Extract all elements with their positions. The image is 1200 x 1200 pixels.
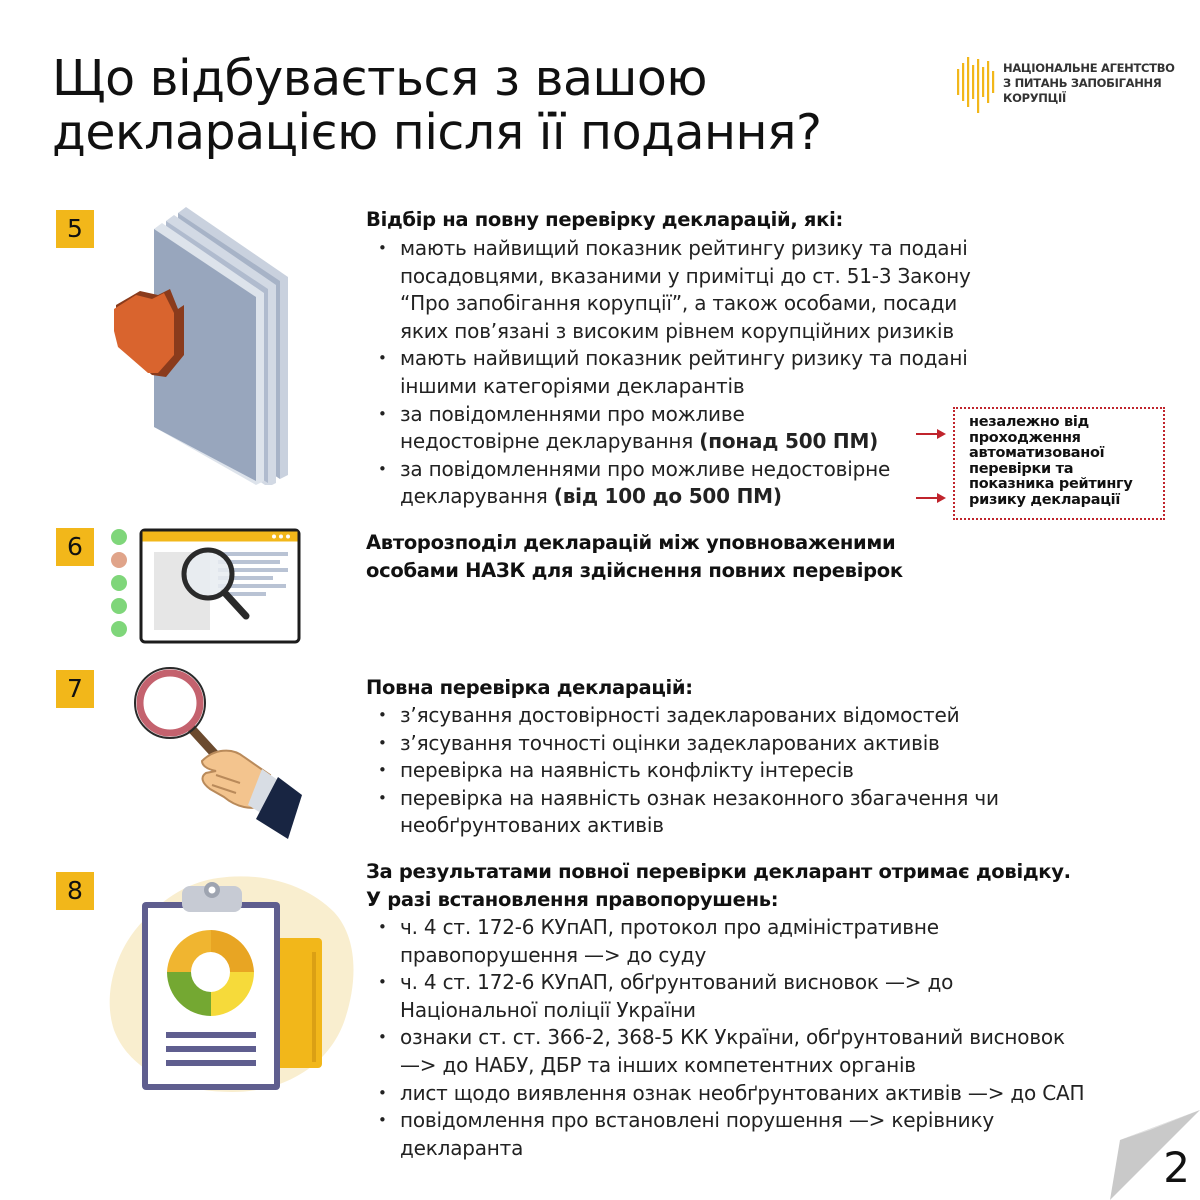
- note-line: проходження: [969, 429, 1081, 446]
- bullet-line: • лист щодо виявлення ознак необґрунтованих активів —> до САП: [400, 1080, 1085, 1105]
- note-line: автоматизованої: [969, 445, 1105, 461]
- logo-line-3: КОРУПЦІЇ: [1003, 91, 1066, 105]
- bullet-line: —> до НАБУ, ДБР та інших компетентних органів: [400, 1052, 916, 1077]
- list-item: [378, 969, 1084, 1024]
- list-item: [378, 345, 971, 400]
- bullet-line: іншими категоріями декларантів: [400, 373, 745, 398]
- list-item: [378, 914, 1084, 969]
- step-8-heading-line: У разі встановлення правопорушень:: [366, 888, 779, 911]
- bullet-bold-text: (від 100 до 500 ПМ): [553, 484, 782, 509]
- step-5-bullet-list: [378, 235, 971, 511]
- arrow-right-icon: [915, 491, 947, 505]
- page-title: [52, 52, 952, 160]
- list-item: [378, 702, 999, 730]
- step-7-bullet-list: [378, 702, 999, 840]
- list-item: [378, 235, 971, 345]
- bullet-line: • повідомлення про встановлені порушення —> керівнику: [400, 1108, 994, 1133]
- note-line: незалежно від: [969, 414, 1089, 430]
- bullet-line: • з’ясування достовірності задекларованих відомостей: [400, 703, 960, 727]
- hand-magnifier-icon: [132, 665, 304, 841]
- list-item: [378, 1107, 1084, 1162]
- bullet-line: • перевірка на наявність ознак незаконного збагачення чи: [400, 785, 999, 810]
- bullet-line: “Про запобігання корупції”, а також особами, посади: [400, 291, 958, 316]
- nazk-emblem-icon: [955, 55, 999, 115]
- step-5-heading-line: Відбір на повну перевірку декларацій, які:: [366, 208, 843, 231]
- step-8-heading-line: За результатами повної перевірки декларант отримає довідку.: [366, 860, 1071, 883]
- list-item: [378, 1024, 1084, 1079]
- logo-text: [1003, 61, 1175, 106]
- arrow-right-icon: [915, 427, 947, 441]
- title-line-1: Що відбувається з вашою: [52, 50, 708, 107]
- note-line: ризику декларації: [969, 491, 1121, 508]
- list-item: [378, 1080, 1084, 1108]
- bullet-line: • мають найвищий показник рейтингу ризику та подані: [400, 236, 968, 260]
- bullet-line: • ч. 4 ст. 172-6 КУпАП, обґрунтований висновок —> до: [400, 970, 954, 995]
- step-8-number: 8: [56, 872, 94, 910]
- bullet-line: • перевірка на наявність конфлікту інтересів: [400, 758, 854, 783]
- step-6-number: 6: [56, 528, 94, 566]
- clipboard-chart-icon: [108, 872, 356, 1094]
- bullet-line: необґрунтованих активів: [400, 813, 664, 838]
- list-item: [378, 730, 999, 758]
- bullet-line: декларанта: [400, 1135, 524, 1160]
- logo-line-1: НАЦІОНАЛЬНЕ АГЕНТСТВО: [1003, 61, 1175, 75]
- bullet-text: декларування: [400, 484, 554, 509]
- step-8-bullet-list: [378, 914, 1084, 1162]
- step-7-heading: [366, 674, 693, 702]
- step-8-heading: [366, 858, 1071, 914]
- list-item: [378, 456, 971, 511]
- bullet-line: • з’ясування точності оцінки задекларованих активів: [400, 730, 940, 755]
- title-line-2: декларацією після її подання?: [52, 104, 822, 161]
- note-line: показника рейтингу: [969, 476, 1133, 492]
- step-7-heading-line: Повна перевірка декларацій:: [366, 676, 693, 699]
- step-5-heading: [366, 206, 843, 234]
- browser-magnifier-icon: [108, 528, 304, 646]
- bullet-line: посадовцями, вказаними у примітці до ст. 51-3 Закону: [400, 263, 971, 288]
- list-item: [378, 785, 999, 840]
- bullet-line: [400, 428, 971, 456]
- page-number: 2: [1163, 1143, 1190, 1192]
- bullet-line: • за повідомленнями про можливе недостовірне: [400, 456, 891, 481]
- logo-line-2: З ПИТАНЬ ЗАПОБІГАННЯ: [1003, 76, 1162, 90]
- step-6-heading: [366, 529, 903, 585]
- list-item: [378, 401, 971, 456]
- note-box: [953, 407, 1165, 520]
- step-6-heading-line: Авторозподіл декларацій між уповноваженими: [366, 531, 896, 554]
- step-5-number: 5: [56, 210, 94, 248]
- nazk-logo: [955, 55, 1175, 115]
- bullet-line: правопорушення —> до суду: [400, 942, 707, 967]
- bullet-text: недостовірне декларування: [400, 429, 700, 454]
- list-item: [378, 757, 999, 785]
- bullet-bold-text: (понад 500 ПМ): [699, 429, 879, 454]
- bullet-line: • ч. 4 ст. 172-6 КУпАП, протокол про адміністративне: [400, 915, 939, 939]
- bullet-line: • за повідомленнями про можливе: [400, 401, 745, 426]
- bullet-line: Національної поліції України: [400, 997, 696, 1022]
- bullet-line: • мають найвищий показник рейтингу ризику та подані: [400, 346, 968, 371]
- note-line: перевірки та: [969, 460, 1074, 477]
- note-text: [969, 415, 1163, 508]
- documents-with-shield-icon: [108, 205, 308, 485]
- bullet-line: • ознаки ст. ст. 366-2, 368-5 КК України, обґрунтований висновок: [400, 1025, 1065, 1050]
- bullet-line: [400, 483, 971, 511]
- step-6-heading-line: особами НАЗК для здійснення повних перевірок: [366, 559, 903, 582]
- step-7-number: 7: [56, 670, 94, 708]
- bullet-line: яких пов’язані з високим рівнем корупційних ризиків: [400, 318, 954, 343]
